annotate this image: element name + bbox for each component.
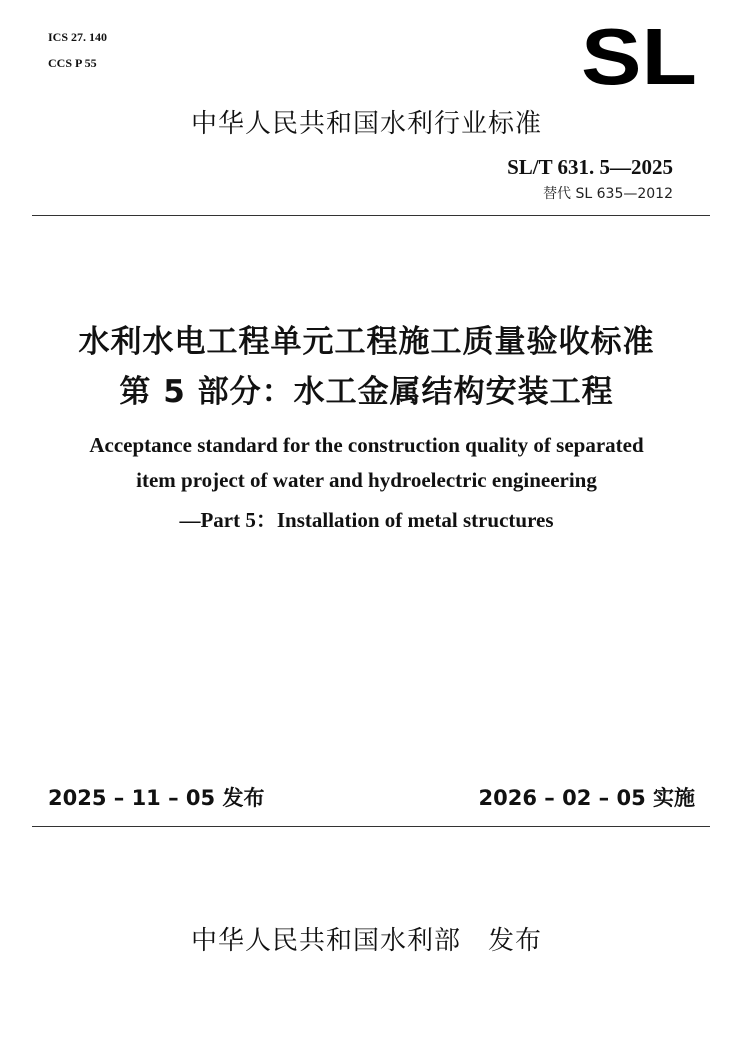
- standard-number: SL/T 631. 5—2025: [507, 155, 673, 179]
- top-divider: [32, 215, 710, 216]
- sl-logo: [580, 22, 698, 90]
- classification-codes: [48, 24, 107, 76]
- title-cn-line1: 水利水电工程单元工程施工质量验收标准: [78, 324, 655, 360]
- sl-logo-text: SL: [581, 22, 697, 90]
- title-cn-line2: 第 5 部分：水工金属结构安装工程: [119, 374, 614, 410]
- implementation-date: 2026 – 02 – 05 实施: [478, 786, 695, 810]
- title-en-line1: Acceptance standard for the construction quality of separated: [89, 433, 644, 457]
- title-en-line2: item project of water and hydroelectric engineering: [136, 468, 597, 492]
- ccs-code: CCS P 55: [48, 56, 97, 70]
- standard-category: 中华人民共和国水利行业标准: [190, 109, 542, 139]
- bottom-divider: [32, 826, 710, 827]
- issue-date: 2025 – 11 – 05 发布: [48, 786, 265, 810]
- title-en-line3: —Part 5：Installation of metal structures: [179, 508, 554, 532]
- ics-code: ICS 27. 140: [48, 30, 108, 44]
- publisher: 中华人民共和国水利部 发布: [190, 926, 542, 956]
- replaces-standard: 替代 SL 635—2012: [543, 186, 673, 202]
